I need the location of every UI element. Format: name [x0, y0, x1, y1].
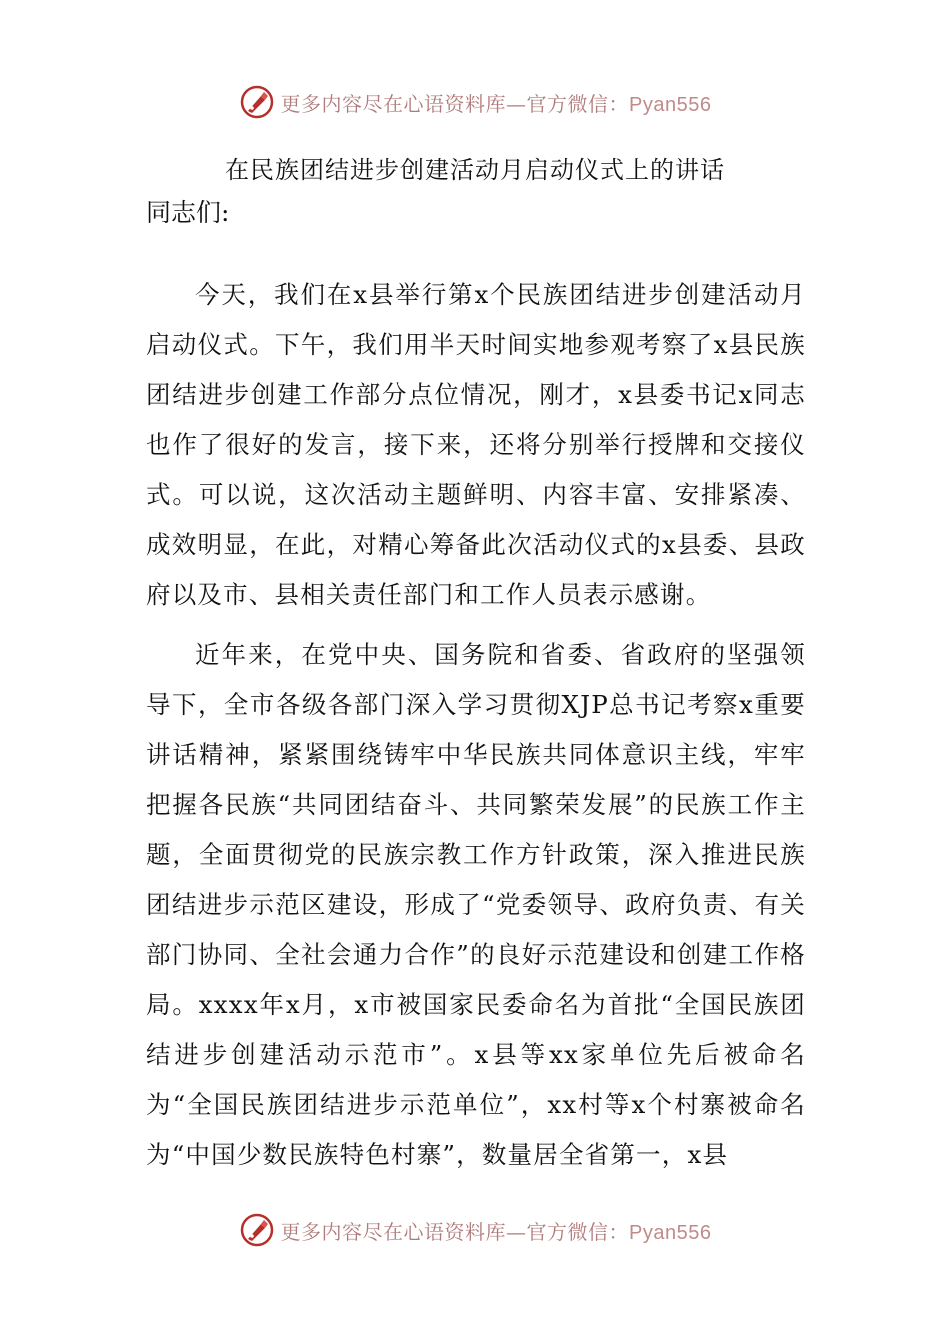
wechat-id: Pyan556 — [629, 1221, 712, 1244]
watermark-label: 更多内容尽在心语资料库—官方微信： — [280, 1219, 630, 1244]
paragraph-2: 近年来，在党中央、国务院和省委、省政府的坚强领导下，全市各级各部门深入学习贯彻XJP总书记考察x重要讲话精神，紧紧围绕铸牢中华民族共同体意识主线，牢牢把握各民族“共同团结奋斗、共同繁荣发展”的民族工作主题，全面贯彻党的民族宗教工作方针政策，深入推进民族团结进步示范区建设，形成了“党委领导、政府负责、有关部门协同、全社会通力合作”的良好示范建设和创建工作格局。xxxx年x月，x市被国家民委命名为首批“全国民族团结进步创建活动示范市”。x县等xx家单位先后被命名为“全国民族团结进步示范单位”，xx村等x个村寨被命名为“中国少数民族特色村寨”，数量居全省第一，x县 — [146, 640, 806, 1169]
watermark-text — [281, 88, 712, 117]
header-watermark-banner — [0, 80, 950, 124]
salutation: 同志们: — [146, 198, 230, 227]
watermark-text — [281, 1216, 712, 1245]
wechat-id: Pyan556 — [629, 93, 712, 116]
watermark-label: 更多内容尽在心语资料库—官方微信： — [280, 91, 630, 116]
pen-nib-logo-icon — [239, 84, 275, 120]
footer-watermark-banner — [0, 1208, 950, 1252]
pen-nib-logo-icon — [239, 1212, 275, 1248]
document-title: 在民族团结进步创建活动月启动仪式上的讲话 — [225, 156, 725, 184]
paragraph-1: 今天，我们在x县举行第x个民族团结进步创建活动月启动仪式。下午，我们用半天时间实地参观考察了x县民族团结进步创建工作部分点位情况，刚才，x县委书记x同志也作了很好的发言，接下来，还将分别举行授牌和交接仪式。可以说，这次活动主题鲜明、内容丰富、安排紧凑、成效明显，在此，对精心筹备此次活动仪式的x县委、县政府以及市、县相关责任部门和工作人员表示感谢。 — [146, 280, 806, 609]
